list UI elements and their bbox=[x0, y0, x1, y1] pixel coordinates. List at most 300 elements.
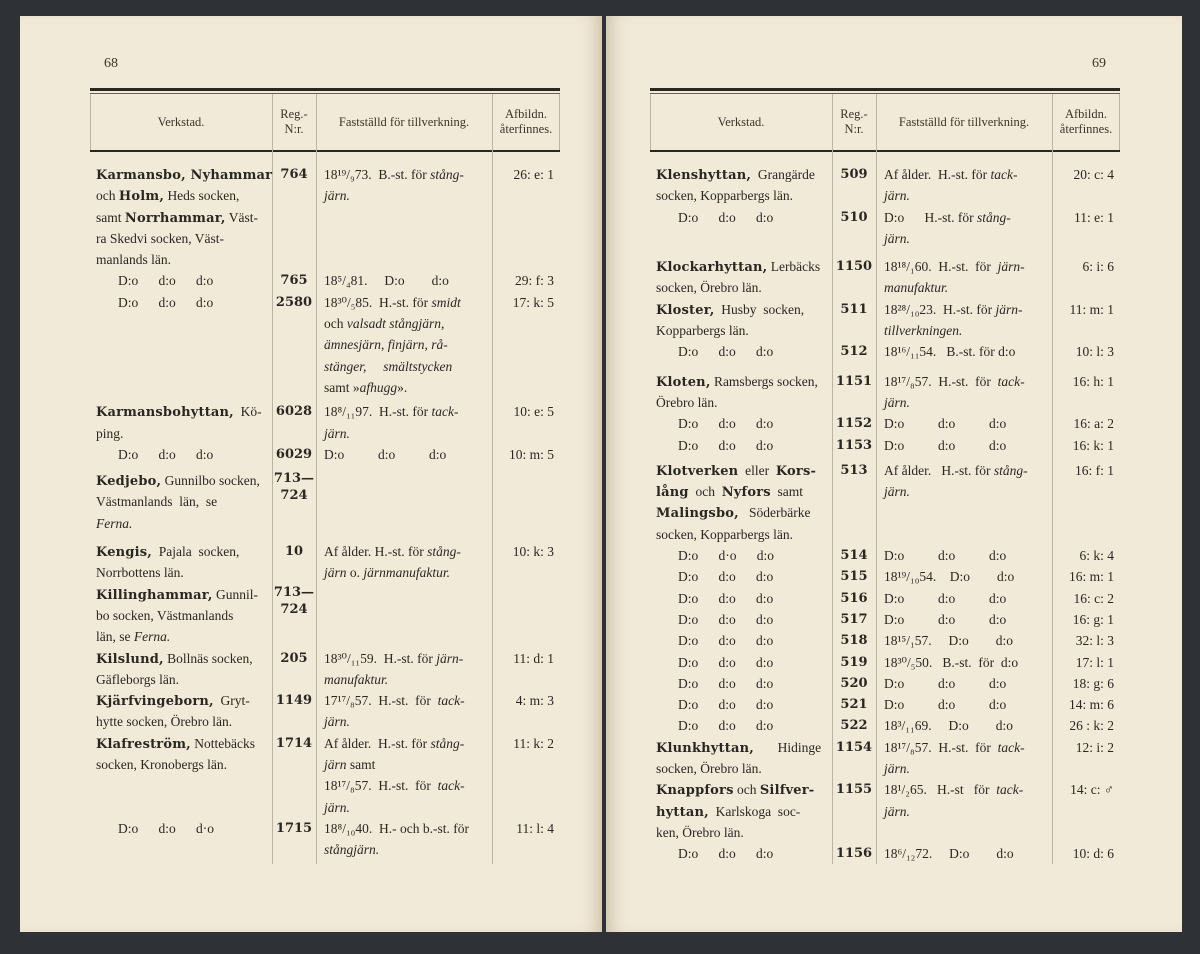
production-cell bbox=[876, 207, 1052, 250]
text-segment: afhugg bbox=[359, 379, 398, 395]
text-line bbox=[678, 673, 828, 694]
text-segment: socken, Kronobergs län. bbox=[96, 757, 227, 773]
text-segment: tack- bbox=[437, 693, 465, 709]
text-segment: järn. bbox=[324, 799, 350, 815]
text-line bbox=[884, 256, 1052, 277]
verkstad-cell bbox=[650, 299, 832, 342]
header-verkstad: Verkstad. bbox=[157, 114, 205, 129]
text-segment: järn. bbox=[884, 230, 910, 246]
reg-number: 1152 bbox=[835, 416, 873, 432]
illustration-ref: 10: k: 3 bbox=[512, 544, 554, 560]
works-name: hyttan, bbox=[656, 804, 709, 820]
illustration-ref-cell bbox=[1052, 207, 1120, 250]
illustration-ref: 11: e: 1 bbox=[1074, 209, 1114, 225]
text-segment: Karlskoga soc- bbox=[708, 803, 801, 819]
production-cell bbox=[316, 541, 492, 584]
text-line bbox=[96, 669, 268, 690]
text-line bbox=[96, 513, 268, 534]
reg-number-cell bbox=[832, 299, 876, 342]
text-segment: tack- bbox=[997, 739, 1025, 755]
illustration-ref-cell bbox=[492, 733, 560, 818]
text-segment: D:o d:o d:o bbox=[678, 416, 774, 432]
text-line bbox=[96, 584, 268, 605]
illustration-ref: 16: h: 1 bbox=[1072, 373, 1114, 389]
text-line bbox=[884, 758, 1052, 779]
text-segment: Gunnil- bbox=[212, 586, 259, 602]
text-segment: socken, Örebro län. bbox=[656, 280, 762, 296]
table-row bbox=[650, 609, 1120, 630]
reg-number: 713— bbox=[273, 471, 315, 487]
text-line bbox=[656, 481, 828, 502]
text-segment: bo socken, Västmanlands bbox=[96, 607, 234, 623]
verkstad-cell bbox=[90, 818, 272, 861]
works-name: Silfver- bbox=[759, 783, 815, 799]
reg-number: 512 bbox=[840, 344, 868, 360]
reg-number-cell bbox=[832, 694, 876, 715]
text-segment: D:o d:o d:o bbox=[884, 416, 1007, 432]
production-cell bbox=[876, 630, 1052, 651]
verkstad-cell bbox=[650, 566, 832, 587]
text-segment: 18¹⁹/₉73. B.-st. för bbox=[324, 167, 431, 182]
table-row bbox=[650, 371, 1120, 414]
works-name: Kjärfvingeborn, bbox=[96, 694, 214, 710]
reg-number-cell bbox=[832, 256, 876, 299]
production-cell bbox=[316, 733, 492, 818]
verkstad-cell bbox=[650, 341, 832, 362]
works-name: Kloster, bbox=[656, 302, 715, 318]
text-line bbox=[324, 377, 492, 398]
table-row bbox=[650, 715, 1120, 736]
production-cell bbox=[316, 270, 492, 291]
illustration-ref-cell bbox=[1052, 779, 1120, 843]
text-segment: 18⁸/₁₀40. H.- och b.-st. för bbox=[324, 820, 469, 836]
reg-number: 205 bbox=[280, 650, 308, 666]
text-line bbox=[678, 545, 828, 566]
reg-number-cell bbox=[272, 648, 316, 691]
text-segment: D:o d:o d:o bbox=[884, 590, 1007, 606]
production-cell bbox=[876, 609, 1052, 630]
illustration-ref: 16: g: 1 bbox=[1072, 611, 1114, 627]
works-name: Klunkhyttan, bbox=[656, 740, 754, 756]
text-line bbox=[96, 648, 268, 669]
text-segment: manufaktur. bbox=[884, 280, 949, 296]
text-segment: D:o d·o d:o bbox=[678, 548, 774, 564]
text-segment: samt » bbox=[324, 379, 360, 395]
reg-number: 510 bbox=[840, 209, 868, 225]
text-segment: D:o d:o d·o bbox=[118, 820, 214, 836]
table-row bbox=[90, 818, 560, 861]
text-segment: Kopparbergs län. bbox=[656, 323, 749, 339]
production-cell bbox=[876, 299, 1052, 342]
text-line bbox=[656, 822, 828, 843]
text-segment: 18³⁰/₅85. H.-st. för bbox=[324, 294, 432, 310]
reg-number: 520 bbox=[840, 675, 868, 691]
text-line bbox=[324, 669, 492, 690]
text-line bbox=[884, 207, 1052, 228]
text-line bbox=[96, 207, 268, 228]
text-segment: Örebro län. bbox=[656, 394, 718, 410]
text-line bbox=[118, 444, 268, 465]
text-segment: o. bbox=[346, 565, 364, 581]
reg-number: 764 bbox=[280, 167, 308, 182]
text-segment: 18⁵/₄81. D:o d:o bbox=[324, 273, 449, 289]
text-line bbox=[656, 371, 828, 392]
illustration-ref: 10: l: 3 bbox=[1075, 344, 1114, 360]
verkstad-cell bbox=[650, 779, 832, 843]
reg-number: 2580 bbox=[275, 294, 313, 310]
works-name: Knappfors bbox=[656, 783, 734, 799]
text-line bbox=[884, 435, 1052, 456]
table-row bbox=[90, 401, 560, 444]
header-fast: Fastställd för tillverkning. bbox=[898, 114, 1030, 129]
text-line bbox=[118, 270, 268, 291]
text-segment: D:o d:o d:o bbox=[678, 718, 774, 734]
text-line bbox=[324, 292, 492, 313]
text-segment: 18¹⁷/₈57. H.-st. för bbox=[884, 739, 998, 755]
illustration-ref-cell bbox=[1052, 164, 1120, 207]
text-line bbox=[96, 711, 268, 732]
text-segment: Af ålder. H.-st. för bbox=[884, 167, 991, 182]
text-segment: D:o d:o d:o bbox=[678, 697, 774, 713]
illustration-ref-cell bbox=[1052, 843, 1120, 864]
reg-number: 522 bbox=[840, 718, 868, 734]
header-rule bbox=[650, 150, 1120, 152]
verkstad-cell bbox=[650, 256, 832, 299]
production-cell bbox=[876, 164, 1052, 207]
text-segment: Husby socken, bbox=[714, 301, 805, 317]
text-segment: Gryt- bbox=[213, 693, 250, 709]
text-segment: 18¹⁷/₈57. H.-st. för bbox=[324, 778, 438, 794]
text-segment: eller bbox=[738, 462, 776, 478]
text-segment: Väst- bbox=[225, 209, 258, 225]
illustration-ref: 18: g: 6 bbox=[1072, 675, 1114, 691]
text-line bbox=[678, 652, 828, 673]
table-row bbox=[650, 737, 1120, 780]
text-segment: och bbox=[688, 484, 722, 500]
text-segment: järn- bbox=[997, 259, 1025, 275]
production-cell bbox=[876, 588, 1052, 609]
text-segment: tack- bbox=[431, 404, 459, 420]
table-row bbox=[650, 779, 1120, 843]
text-segment: D:o d:o d:o bbox=[678, 209, 774, 225]
text-segment: valsadt stångjärn, bbox=[346, 316, 445, 332]
table-body bbox=[90, 164, 560, 861]
illustration-ref bbox=[492, 470, 554, 491]
text-segment: Ferna. bbox=[133, 629, 171, 645]
table-row bbox=[90, 470, 560, 534]
reg-number-cell bbox=[272, 690, 316, 733]
works-name: Klafreström, bbox=[96, 736, 191, 752]
verkstad-cell bbox=[650, 164, 832, 207]
illustration-ref-cell bbox=[492, 401, 560, 444]
text-line bbox=[324, 711, 492, 732]
text-segment: D:o d:o d:o bbox=[678, 611, 774, 627]
reg-number: 1154 bbox=[835, 739, 873, 755]
illustration-ref-cell bbox=[492, 270, 560, 291]
reg-number-cell bbox=[272, 292, 316, 398]
text-segment: D:o d:o d:o bbox=[678, 437, 774, 453]
table-row bbox=[650, 673, 1120, 694]
reg-number: 1149 bbox=[275, 693, 313, 709]
reg-number: 6028 bbox=[275, 404, 313, 420]
text-line bbox=[96, 605, 268, 626]
table-row bbox=[90, 270, 560, 291]
table-row bbox=[650, 652, 1120, 673]
text-segment: Söderbärke bbox=[738, 505, 811, 521]
illustration-ref-cell bbox=[492, 164, 560, 270]
text-segment: 18¹⁹/₁₀54. D:o d:o bbox=[884, 569, 1015, 585]
works-name: Malingsbo, bbox=[656, 506, 739, 522]
text-line bbox=[656, 164, 828, 185]
table-row bbox=[650, 843, 1120, 864]
text-line bbox=[324, 839, 492, 860]
text-line bbox=[884, 413, 1052, 434]
reg-number-cell bbox=[832, 737, 876, 780]
text-segment: Gunnilbo socken, bbox=[161, 473, 260, 489]
table-row bbox=[90, 541, 560, 584]
text-segment: samt bbox=[96, 209, 125, 225]
text-line bbox=[884, 737, 1052, 758]
text-line bbox=[678, 566, 828, 587]
verkstad-cell bbox=[650, 371, 832, 414]
text-segment: Af ålder. H.-st. för bbox=[324, 735, 431, 751]
text-line bbox=[884, 630, 1052, 651]
table-row bbox=[650, 341, 1120, 362]
illustration-ref-cell bbox=[492, 292, 560, 398]
production-cell bbox=[316, 470, 492, 534]
text-line bbox=[324, 562, 492, 583]
production-cell bbox=[876, 715, 1052, 736]
text-segment: manlands län. bbox=[96, 252, 171, 268]
reg-number-cell bbox=[272, 818, 316, 861]
text-segment: D:o d:o d:o bbox=[118, 294, 214, 310]
illustration-ref: 6: i: 6 bbox=[1082, 259, 1114, 275]
reg-number-cell bbox=[272, 164, 316, 270]
text-segment: ping. bbox=[96, 425, 124, 441]
production-cell bbox=[876, 435, 1052, 456]
text-segment: 18¹⁶/₁₁54. B.-st. för d:o bbox=[884, 344, 1016, 360]
header-afb: Afbildn. återfinnes. bbox=[1059, 107, 1113, 136]
reg-number: 6029 bbox=[275, 446, 313, 462]
text-line bbox=[678, 715, 828, 736]
table-row bbox=[650, 435, 1120, 456]
text-line bbox=[324, 185, 492, 206]
illustration-ref: 17: k: 5 bbox=[512, 294, 554, 310]
text-line bbox=[884, 392, 1052, 413]
production-cell bbox=[316, 292, 492, 398]
illustration-ref-cell bbox=[1052, 737, 1120, 780]
illustration-ref-cell bbox=[1052, 694, 1120, 715]
illustration-ref-cell bbox=[492, 818, 560, 861]
verkstad-cell bbox=[90, 733, 272, 818]
text-segment: järn bbox=[324, 757, 347, 773]
verkstad-cell bbox=[650, 435, 832, 456]
reg-number: 1715 bbox=[275, 820, 313, 836]
page-number: 69 bbox=[1092, 56, 1106, 71]
text-line bbox=[884, 694, 1052, 715]
text-line bbox=[884, 371, 1052, 392]
text-segment: järn. bbox=[884, 188, 910, 204]
reg-number: 1151 bbox=[835, 373, 873, 389]
text-segment: 18³⁰/₅50. B.-st. för d:o bbox=[884, 654, 1019, 670]
header-reg: Reg.- N:r. bbox=[280, 107, 308, 136]
text-line bbox=[678, 694, 828, 715]
text-line bbox=[96, 690, 268, 711]
verkstad-cell bbox=[90, 401, 272, 444]
text-line bbox=[884, 277, 1052, 298]
text-line bbox=[118, 292, 268, 313]
text-line bbox=[324, 313, 492, 334]
text-line bbox=[96, 491, 268, 512]
header-fast: Fastställd för tillverkning. bbox=[338, 114, 470, 129]
text-segment: Heds socken, bbox=[164, 188, 240, 204]
illustration-ref-cell bbox=[1052, 715, 1120, 736]
verkstad-cell bbox=[650, 737, 832, 780]
illustration-ref: 16: f: 1 bbox=[1075, 462, 1114, 478]
text-segment: 18¹⁸/₁60. H.-st. för bbox=[884, 259, 998, 275]
text-line bbox=[324, 444, 492, 465]
text-line bbox=[324, 401, 492, 422]
text-segment: och bbox=[96, 188, 119, 204]
table-row bbox=[650, 207, 1120, 250]
text-line bbox=[656, 392, 828, 413]
text-line bbox=[96, 541, 268, 562]
production-cell bbox=[876, 673, 1052, 694]
verkstad-cell bbox=[650, 460, 832, 545]
text-segment: stång- bbox=[430, 167, 464, 182]
verkstad-cell bbox=[90, 541, 272, 584]
text-segment: D:o d:o d:o bbox=[118, 273, 214, 289]
text-segment: stångjärn. bbox=[324, 842, 380, 858]
text-line bbox=[324, 356, 492, 377]
text-line bbox=[678, 341, 828, 362]
text-line bbox=[678, 207, 828, 228]
text-segment: socken, Kopparbergs län. bbox=[656, 188, 793, 204]
verkstad-cell bbox=[90, 444, 272, 465]
text-segment: D:o d:o d:o bbox=[678, 569, 774, 585]
verkstad-cell bbox=[650, 545, 832, 566]
reg-number-cell bbox=[832, 460, 876, 545]
text-segment: järn. bbox=[884, 803, 910, 819]
text-segment: 18³/₁₁69. D:o d:o bbox=[884, 718, 1013, 734]
header-reg: Reg.- N:r. bbox=[840, 107, 868, 136]
reg-number-cell bbox=[272, 401, 316, 444]
illustration-ref: 11: m: 1 bbox=[1069, 301, 1114, 317]
text-segment: Lerbäcks bbox=[767, 259, 821, 275]
verkstad-cell bbox=[90, 584, 272, 648]
text-line bbox=[884, 299, 1052, 320]
text-line bbox=[884, 545, 1052, 566]
verkstad-cell bbox=[90, 690, 272, 733]
illustration-ref: 10: d: 6 bbox=[1072, 846, 1114, 862]
text-segment: län, se bbox=[96, 629, 134, 645]
illustration-ref-cell bbox=[492, 444, 560, 465]
text-segment: tack- bbox=[437, 778, 465, 794]
text-line bbox=[884, 164, 1052, 185]
text-line bbox=[884, 715, 1052, 736]
text-segment: D:o d:o d:o bbox=[678, 846, 774, 862]
text-line bbox=[324, 775, 492, 796]
text-line bbox=[324, 423, 492, 444]
production-cell bbox=[316, 690, 492, 733]
reg-number-cell bbox=[832, 843, 876, 864]
text-segment: socken, Kopparbergs län. bbox=[656, 526, 793, 542]
text-segment: Bollnäs socken, bbox=[163, 650, 253, 666]
illustration-ref-cell bbox=[1052, 460, 1120, 545]
reg-number: 1714 bbox=[275, 735, 313, 751]
illustration-ref: 16: k: 1 bbox=[1072, 437, 1114, 453]
text-line bbox=[884, 779, 1052, 800]
text-segment: Hidinge bbox=[753, 739, 822, 755]
illustration-ref-cell bbox=[1052, 371, 1120, 414]
illustration-ref: 16: c: 2 bbox=[1073, 590, 1114, 606]
production-cell bbox=[876, 843, 1052, 864]
illustration-ref: 6: k: 4 bbox=[1079, 548, 1114, 564]
production-cell bbox=[876, 545, 1052, 566]
text-segment: Västmanlands län, se bbox=[96, 494, 218, 510]
illustration-ref: 26: e: 1 bbox=[513, 167, 554, 182]
text-segment: stång- bbox=[430, 735, 465, 751]
reg-number-cell bbox=[272, 470, 316, 534]
production-cell bbox=[876, 652, 1052, 673]
table-row bbox=[650, 545, 1120, 566]
text-segment: 18⁶/₁₂72. D:o d:o bbox=[884, 846, 1014, 862]
verkstad-cell bbox=[650, 652, 832, 673]
text-segment: järn bbox=[324, 565, 347, 581]
illustration-ref: 11: k: 2 bbox=[513, 735, 554, 751]
header-rule bbox=[90, 150, 560, 152]
illustration-ref: 14: c: ♂ bbox=[1070, 782, 1114, 798]
text-line bbox=[678, 843, 828, 864]
reg-number-cell bbox=[832, 566, 876, 587]
text-segment: D:o d:o d:o bbox=[678, 654, 774, 670]
text-segment: D:o H.-st. för bbox=[884, 209, 977, 225]
text-line bbox=[884, 228, 1052, 249]
text-line bbox=[96, 249, 268, 270]
text-line bbox=[884, 609, 1052, 630]
reg-number: 765 bbox=[280, 273, 308, 289]
reg-number: 511 bbox=[840, 301, 868, 317]
works-name: Klotverken bbox=[656, 463, 739, 479]
register-table bbox=[650, 88, 1120, 864]
reg-number-cell bbox=[832, 435, 876, 456]
works-name: Nyfors bbox=[721, 485, 771, 501]
illustration-ref-cell bbox=[1052, 652, 1120, 673]
text-segment: stänger, smältstycken bbox=[324, 358, 453, 374]
top-rule bbox=[90, 88, 560, 91]
reg-number-cell bbox=[272, 541, 316, 584]
reg-number-cell bbox=[272, 270, 316, 291]
text-segment: tack- bbox=[997, 373, 1025, 389]
illustration-ref-cell bbox=[1052, 413, 1120, 434]
illustration-ref-cell bbox=[492, 470, 560, 534]
table-row bbox=[650, 256, 1120, 299]
text-segment: Ramsbergs socken, bbox=[710, 373, 818, 389]
text-segment: och bbox=[324, 316, 347, 332]
reg-number-cell bbox=[832, 588, 876, 609]
text-segment: Af ålder. H.-st. för bbox=[884, 462, 994, 478]
table-row bbox=[90, 164, 560, 270]
text-line bbox=[656, 320, 828, 341]
illustration-ref: 12: i: 2 bbox=[1075, 739, 1114, 755]
reg-number: 1150 bbox=[835, 259, 873, 275]
text-segment: ämnesjärn, finjärn, rå- bbox=[324, 337, 448, 353]
works-name: Klenshyttan, bbox=[656, 168, 752, 183]
text-line bbox=[656, 460, 828, 481]
illustration-ref-cell bbox=[1052, 435, 1120, 456]
production-cell bbox=[876, 737, 1052, 780]
text-segment: smidt bbox=[431, 294, 461, 310]
